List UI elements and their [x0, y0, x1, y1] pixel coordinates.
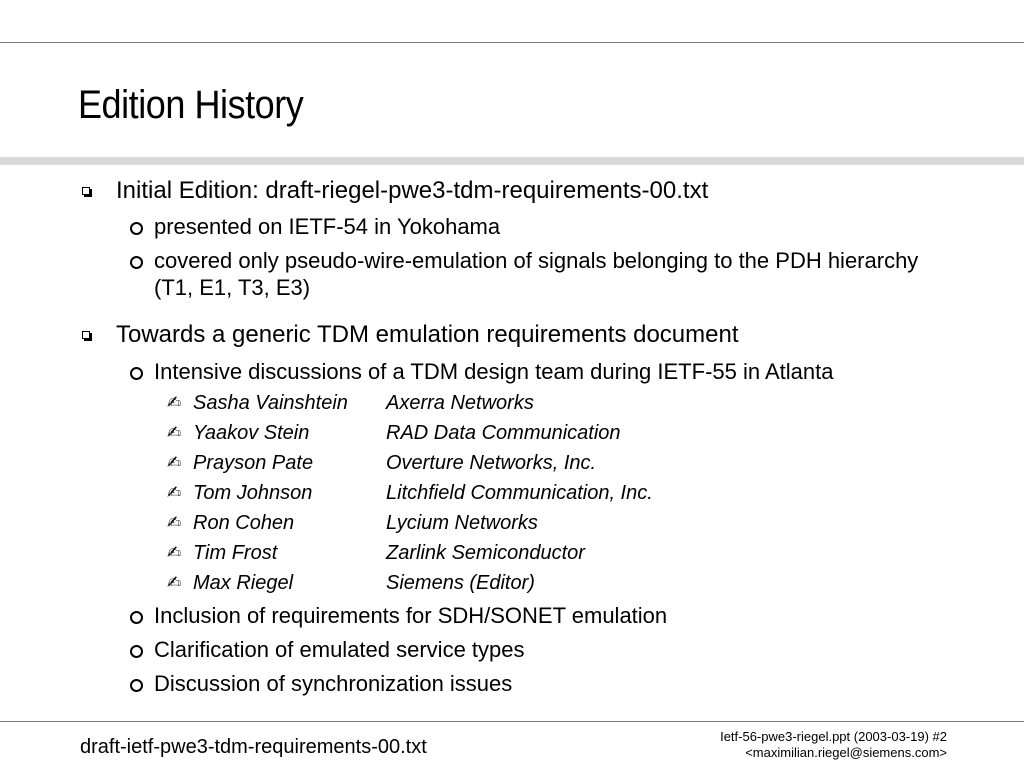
member-name: Prayson Pate — [193, 452, 314, 474]
member-name: Sasha Vainshtein — [193, 392, 348, 414]
team-member-row — [167, 571, 535, 595]
circle-bullet-icon — [130, 367, 143, 380]
member-org: RAD Data Communication — [386, 422, 621, 444]
sub-bullet-text: covered only pseudo-wire-emulation of signals belonging to the PDH hierarchy (T1, E1, T3, E3) — [154, 248, 919, 300]
team-member-row — [167, 481, 653, 505]
member-name: Tim Frost — [193, 542, 278, 564]
sub-bullet-synchronization — [154, 670, 974, 697]
member-name: Ron Cohen — [193, 512, 295, 534]
sub-bullet-service-types — [154, 636, 974, 663]
pen-bullet-icon: ✍ — [167, 543, 182, 563]
team-member-row — [167, 391, 534, 415]
team-member-row — [167, 511, 538, 535]
circle-bullet-icon — [130, 611, 143, 624]
pen-bullet-icon: ✍ — [167, 483, 182, 503]
footer-file-info: Ietf-56-pwe3-riegel.ppt (2003-03-19) #2 — [720, 729, 947, 744]
team-member-row — [167, 541, 585, 565]
team-member-row — [167, 421, 621, 445]
bullet-generic-tdm — [116, 321, 739, 349]
sub-bullet-pdh — [154, 247, 954, 301]
bullet-text: Initial Edition: draft-riegel-pwe3-tdm-requirements-00.txt — [116, 177, 709, 204]
member-name: Yaakov Stein — [193, 422, 310, 444]
footer-meta — [720, 729, 947, 761]
member-org: Lycium Networks — [386, 512, 538, 534]
footer-draft-name: draft-ietf-pwe3-tdm-requirements-00.txt — [80, 736, 427, 758]
circle-bullet-icon — [130, 256, 143, 269]
top-divider — [0, 42, 1024, 43]
team-member-row — [167, 451, 597, 475]
circle-bullet-icon — [130, 645, 143, 658]
bullet-text: Towards a generic TDM emulation requirements document — [116, 321, 739, 348]
pen-bullet-icon: ✍ — [167, 393, 182, 413]
member-org: Siemens (Editor) — [386, 572, 535, 594]
member-org: Litchfield Communication, Inc. — [386, 482, 653, 504]
footer-divider — [0, 721, 1024, 722]
member-org: Zarlink Semiconductor — [386, 542, 585, 564]
bullet-initial-edition — [116, 177, 708, 205]
sub-bullet-sdh-sonet — [154, 602, 974, 629]
circle-bullet-icon — [130, 222, 143, 235]
member-name: Max Riegel — [193, 572, 294, 594]
sub-bullet-yokohama — [154, 213, 954, 240]
sub-bullet-text: Discussion of synchronization issues — [154, 671, 513, 696]
pen-bullet-icon: ✍ — [167, 453, 182, 473]
pen-bullet-icon: ✍ — [167, 573, 182, 593]
square-bullet-icon — [82, 331, 90, 339]
slide-title: Edition History — [78, 83, 304, 127]
sub-bullet-text: Intensive discussions of a TDM design team during IETF-55 in Atlanta — [154, 359, 834, 384]
sub-bullet-text: Clarification of emulated service types — [154, 637, 525, 662]
pen-bullet-icon: ✍ — [167, 423, 182, 443]
title-underline-bar — [0, 157, 1024, 165]
member-org: Axerra Networks — [386, 392, 534, 414]
sub-bullet-text: Inclusion of requirements for SDH/SONET emulation — [154, 603, 668, 628]
sub-bullet-design-team — [154, 358, 974, 385]
member-org: Overture Networks, Inc. — [386, 452, 597, 474]
circle-bullet-icon — [130, 679, 143, 692]
member-name: Tom Johnson — [193, 482, 313, 504]
pen-bullet-icon: ✍ — [167, 513, 182, 533]
square-bullet-icon — [82, 187, 90, 195]
footer-email: <maximilian.riegel@siemens.com> — [745, 745, 947, 760]
sub-bullet-text: presented on IETF-54 in Yokohama — [154, 214, 501, 239]
